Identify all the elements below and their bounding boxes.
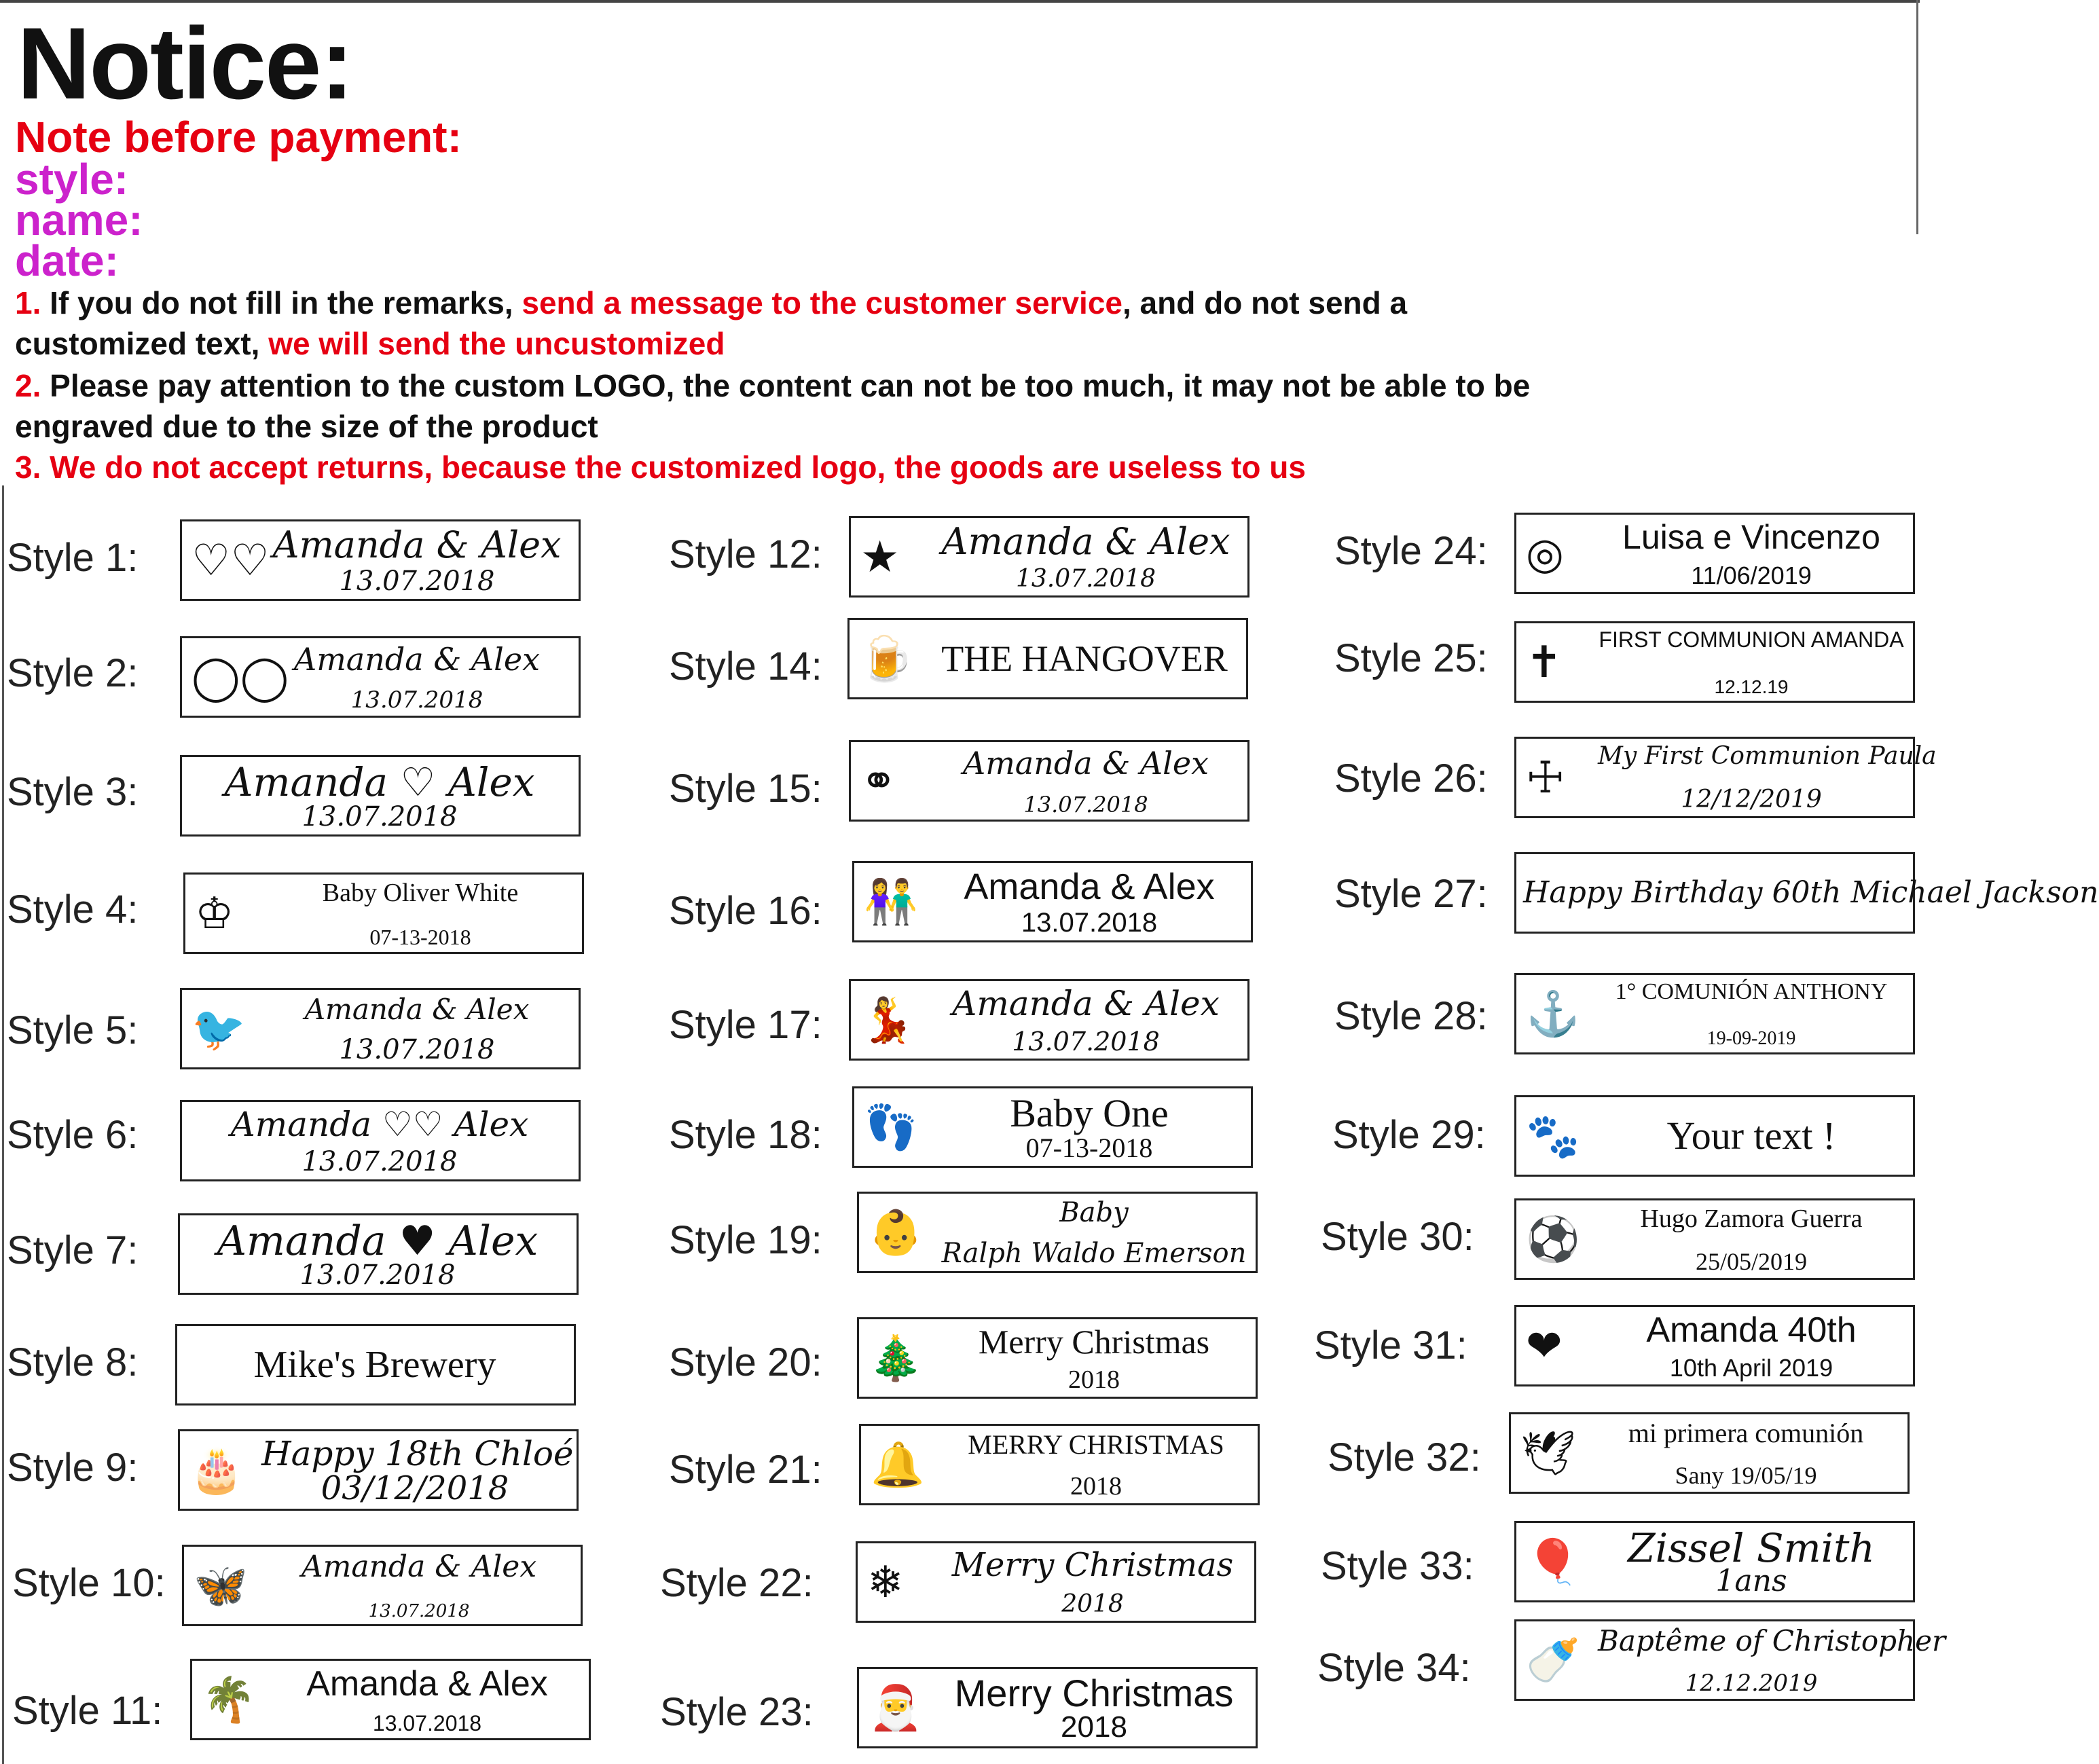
top-border [0,0,1920,3]
heart-balloons-icon: ❤ [1526,1321,1563,1370]
style-label: Style 23: [660,1690,814,1734]
style-label: Style 25: [1334,636,1488,680]
style-label: Style 27: [1334,872,1488,916]
butterfly-icon: 🦋 [194,1561,248,1610]
style-label: Style 9: [7,1446,139,1490]
palm-tree-icon: 🌴 [202,1675,256,1724]
style-label: Style 10: [12,1561,166,1605]
style-sample-box[interactable] [180,1100,581,1181]
style-label: Style 14: [669,644,822,688]
style-sample-line1: Amanda ♡ Alex [224,759,535,805]
style-sample-line1: Amanda & Alex [293,641,541,678]
style-sample-line1: mi primera comunión [1628,1418,1864,1448]
style-label: Style 19: [669,1218,822,1262]
style-sample-box[interactable] [852,1086,1253,1168]
style-sample-box[interactable] [1514,1305,1915,1386]
dancing-couple-icon: 💃 [860,995,915,1044]
style-sample-box[interactable] [182,1545,583,1626]
style-sample-line1: Amanda & Alex [304,993,530,1026]
hearts-icon: ♡♡ [191,536,270,585]
style-sample-line2: 13.07.2018 [1023,792,1148,817]
style-sample-box[interactable] [849,979,1249,1061]
style-sample-line2: 12.12.19 [1714,676,1789,697]
style-label: Style 4: [7,887,139,932]
style-sample-line2: 13.07.2018 [302,1146,458,1177]
style-sample-line2: 13.07.2018 [1015,565,1156,593]
style-label: Style 8: [7,1340,139,1384]
style-sample-box[interactable] [857,1667,1258,1748]
style-sample-box[interactable] [180,519,581,601]
style-label: Style 5: [7,1008,139,1052]
style-sample-line2: 19-09-2019 [1706,1028,1796,1049]
style-sample-line2: 2018 [1061,1710,1127,1744]
style-sample-line2: 13.07.2018 [372,1711,482,1735]
style-sample-line2: 12/12/2019 [1681,786,1822,813]
style-label: Style 21: [669,1448,822,1492]
style-sample-line1: Amanda & Alex [952,984,1220,1023]
style-sample-box[interactable] [180,636,581,718]
rule-2-line-2: engraved due to the size of the product [15,409,598,444]
style-sample-box[interactable] [1514,621,1915,703]
baby-bottle-icon: 🍼 [1526,1636,1580,1685]
style-sample-line2: 12.12.2019 [1685,1670,1818,1697]
style-sample-line1: Hugo Zamora Guerra [1640,1205,1863,1233]
style-label: Style 3: [7,770,139,814]
style-sample-line1: Happy Birthday 60th Michael Jackson [1523,875,2099,910]
style-sample-box[interactable] [175,1324,576,1405]
rings-icon: ◯◯ [191,653,289,701]
style-sample-line1: Baby [1059,1197,1129,1228]
style-sample-line2: 2018 [1068,1365,1120,1394]
style-sample-line1: Amanda & Alex [301,1549,537,1584]
style-sample-box[interactable] [1514,737,1937,818]
crown-icon: ♔ [195,889,234,938]
style-sample-line1: Amanda 40th [1646,1310,1857,1350]
style-sample-line2: 07-13-2018 [369,925,471,949]
style-sample-box[interactable] [1514,513,1915,594]
field-name-label: name: [15,196,143,244]
style-sample-line1: Luisa e Vincenzo [1622,518,1880,556]
style-sample-box[interactable] [856,1541,1256,1623]
style-sample-line2: Sany 19/05/19 [1675,1462,1817,1489]
style-sample-line1: Baby Oliver White [322,879,519,907]
right-border [1916,0,1918,234]
rings-outline-icon: ◎ [1526,529,1564,578]
balloons-icon: 🎈 [1526,1537,1580,1586]
santa-icon: 🎅 [869,1683,923,1732]
style-sample-box[interactable] [849,740,1249,822]
style-sample-box[interactable] [178,1213,579,1295]
rule-3: 3. We do not accept returns, because the customized logo, the goods are useless to us [15,449,1306,485]
style-sample-line1: Amanda ♥ Alex [217,1217,539,1265]
style-sample-line2: 2018 [1061,1590,1124,1618]
style-sample-line1: Amanda & Alex [941,520,1230,563]
birds-icon: 🐦 [191,1004,246,1053]
style-label: Style 1: [7,536,139,580]
style-label: Style 28: [1334,994,1488,1038]
style-label: Style 30: [1321,1215,1474,1259]
christmas-tree-icon: 🎄 [869,1334,923,1382]
style-sample-line2: 25/05/2019 [1695,1248,1807,1275]
style-sample-box[interactable] [1509,1412,1910,1494]
style-sample-box[interactable] [852,861,1253,942]
style-sample-line1: Amanda & Alex [306,1664,548,1704]
style-sample-line1: Amanda ♡♡ Alex [230,1105,529,1144]
style-label: Style 24: [1334,529,1488,573]
style-label: Style 31: [1314,1323,1467,1367]
wedding-rings-icon: ⚭ [860,756,897,805]
style-sample-line1: Baptême of Christopher [1598,1624,1946,1657]
style-sample-line2: 2018 [1070,1472,1122,1501]
style-label: Style 17: [669,1003,822,1047]
style-sample-box[interactable] [180,988,581,1069]
style-label: Style 20: [669,1340,822,1384]
style-sample-line1: MERRY CHRISTMAS [968,1429,1224,1460]
style-sample-line2: 1ans [1715,1564,1787,1598]
snowflake-icon: ❄ [867,1558,904,1606]
style-sample-box[interactable] [857,1192,1258,1273]
style-sample-line2: 13.07.2018 [368,1601,470,1621]
style-sample-box[interactable] [178,1429,579,1511]
style-sample-box[interactable] [857,1317,1258,1399]
chalice-icon: ☩ [1526,753,1565,802]
style-label: Style 34: [1317,1646,1471,1690]
style-sample-line1: Zissel Smith [1628,1525,1875,1571]
communion-child-icon: ✝ [1526,638,1563,686]
style-sample-box[interactable] [847,618,1248,699]
payment-note-heading: Note before payment: [15,113,462,162]
style-sample-line2: Ralph Waldo Emerson [941,1238,1247,1269]
beer-bottle-icon: 🍺 [859,634,913,683]
style-sample-box[interactable] [183,872,584,954]
style-sample-box[interactable] [849,516,1249,598]
style-label: Style 29: [1332,1113,1486,1157]
style-sample-box[interactable] [180,755,581,837]
style-sample-box[interactable] [1514,1619,1946,1701]
paw-icon: 🐾 [1526,1111,1580,1160]
style-label: Style 16: [669,889,822,933]
style-sample-box[interactable] [1514,852,2099,934]
style-label: Style 7: [7,1228,139,1272]
rule-1-line-1: 1. If you do not fill in the remarks, send a message to the customer service, and do not send a [15,285,1408,320]
style-label: Style 11: [12,1689,163,1733]
couple-icon: 👫 [864,877,918,926]
style-sample-box[interactable] [859,1424,1260,1505]
style-label: Style 18: [669,1113,822,1157]
style-sample-line1: Merry Christmas [951,1546,1234,1584]
dove-icon: 🕊 [1520,1429,1576,1477]
baby-feet-icon: 👣 [864,1103,918,1152]
style-sample-line1: FIRST COMMUNION AMANDA [1599,627,1904,652]
style-sample-line2: 13.07.2018 [1012,1027,1160,1056]
style-sample-line1: Amanda & Alex [964,866,1215,907]
style-sample-box[interactable] [190,1659,591,1740]
style-sample-line1: Amanda & Alex [272,523,562,566]
style-sample-box[interactable] [1514,1521,1915,1602]
style-sample-line2: 13.07.2018 [350,686,483,714]
style-label: Style 32: [1328,1435,1481,1480]
field-style-label: style: [15,155,129,204]
style-label: Style 33: [1321,1544,1474,1588]
style-sample-box[interactable] [1514,973,1915,1054]
style-sample-line1: Happy 18th Chloé [261,1434,574,1473]
style-label: Style 22: [660,1561,814,1605]
cake-icon: 🎂 [189,1446,244,1494]
style-sample-line1: Mike's Brewery [253,1344,496,1386]
style-sample-line1: Your text ! [1666,1114,1836,1158]
style-sample-line2: 13.07.2018 [339,566,495,597]
style-label: Style 26: [1334,756,1488,801]
style-sample-line2: 10th April 2019 [1669,1354,1833,1382]
style-sample-line1: Amanda & Alex [962,745,1209,782]
style-sample-line1: THE HANGOVER [941,638,1228,679]
style-sample-box[interactable] [1514,1198,1915,1280]
anchor-icon: ⚓ [1526,989,1580,1038]
sleeping-baby-icon: 👶 [869,1208,923,1257]
style-label: Style 6: [7,1113,139,1157]
starfish-icon: ★ [860,532,900,581]
page-title: Notice: [17,6,353,120]
style-sample-line1: My First Communion Paula [1598,742,1937,770]
style-sample-line1: 1° COMUNIÓN ANTHONY [1615,979,1888,1004]
style-sample-line2: 13.07.2018 [299,1260,456,1291]
field-date-label: date: [15,236,119,285]
style-sample-line2: 11/06/2019 [1691,562,1812,589]
rule-1-line-2: customized text, we will send the uncustomized [15,326,725,361]
left-border [2,485,4,1764]
style-label: Style 12: [669,532,822,576]
style-label: Style 15: [669,767,822,811]
soccer-ball-icon: ⚽ [1526,1215,1580,1264]
bells-icon: 🔔 [871,1440,925,1489]
style-sample-line2: 07-13-2018 [1025,1133,1153,1163]
style-sample-line2: 03/12/2018 [321,1469,509,1507]
style-sample-line2: 13.07.2018 [1021,908,1158,938]
style-sample-line2: 13.07.2018 [302,801,458,832]
style-sample-box[interactable] [1514,1095,1915,1177]
style-label: Style 2: [7,651,139,695]
style-sample-line1: Merry Christmas [954,1672,1234,1714]
style-sample-line1: Baby One [1010,1091,1169,1135]
style-sample-line2: 13.07.2018 [339,1034,495,1065]
style-sample-line1: Merry Christmas [978,1323,1210,1361]
rule-2-line-1: 2. Please pay attention to the custom LOGO, the content can not be too much, it may not be able to be [15,368,1531,403]
